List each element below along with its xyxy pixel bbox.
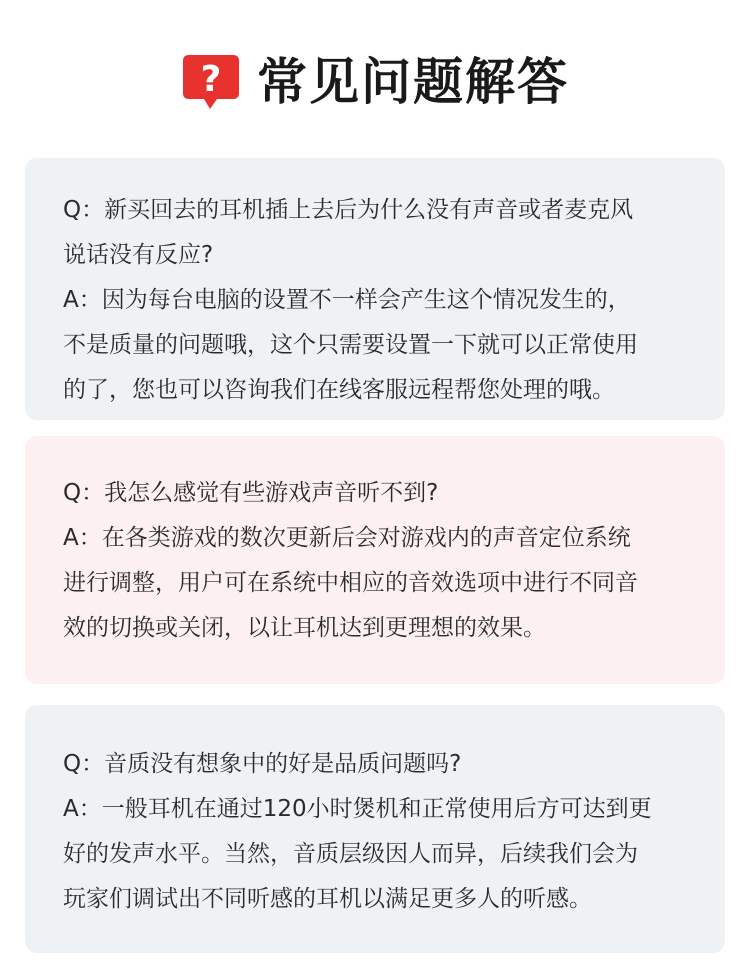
faq-answer: 进行调整，用户可在系统中相应的音效选项中进行不同音	[63, 570, 638, 596]
faq-answer: 好的发声水平。当然，音质层级因人而异，后续我们会为	[63, 841, 638, 867]
faq-answer: A：在各类游戏的数次更新后会对游戏内的声音定位系统	[63, 525, 631, 551]
page-header	[0, 40, 750, 124]
faq-question: 说话没有反应?	[63, 242, 214, 268]
faq-answer: 不是质量的问题哦，这个只需要设置一下就可以正常使用	[63, 332, 638, 358]
faq-answer: 效的切换或关闭，以让耳机达到更理想的效果。	[63, 615, 546, 641]
faq-card	[25, 436, 725, 684]
page-title: 常见问题解答	[257, 53, 569, 111]
faq-answer: A：一般耳机在通过120小时煲机和正常使用后方可达到更	[63, 796, 652, 822]
faq-answer: 玩家们调试出不同听感的耳机以满足更多人的听感。	[63, 886, 592, 912]
faq-card	[25, 705, 725, 953]
faq-question: Q：我怎么感觉有些游戏声音听不到?	[63, 480, 439, 506]
faq-question: Q：音质没有想象中的好是品质问题吗?	[63, 751, 462, 777]
svg-text:?: ?	[200, 59, 222, 100]
faq-question: Q：新买回去的耳机插上去后为什么没有声音或者麦克风	[63, 197, 634, 223]
faq-answer: 的了，您也可以咨询我们在线客服远程帮您处理的哦。	[63, 377, 615, 403]
question-bubble-icon	[181, 53, 241, 111]
faq-answer: A：因为每台电脑的设置不一样会产生这个情况发生的，	[63, 287, 631, 313]
faq-card	[25, 158, 725, 420]
